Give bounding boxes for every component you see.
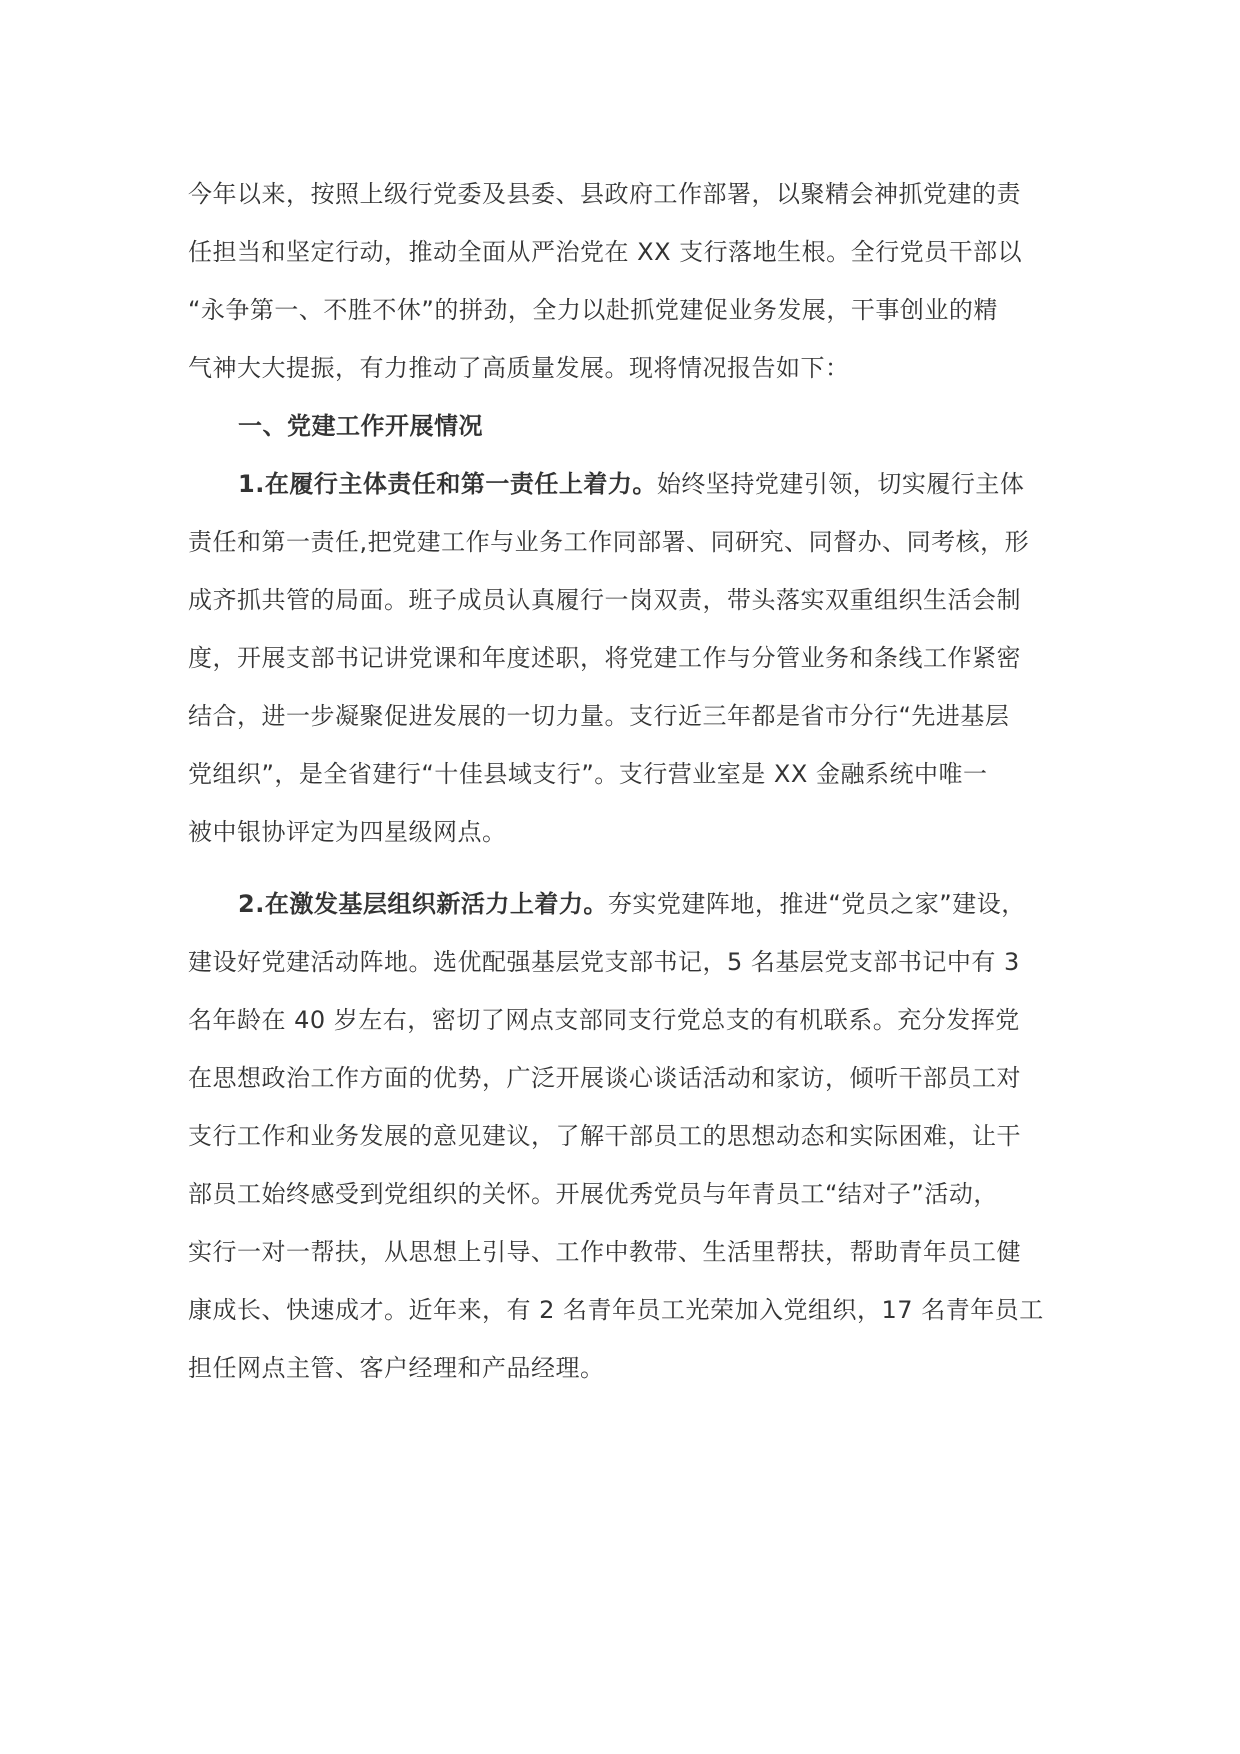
item2-title: 2.在激发基层组织新活力上着力。 [238, 890, 608, 918]
intro-line-2: 任担当和坚定行动，推动全面从严治党在 XX 支行落地生根。全行党员干部以 [188, 238, 1023, 266]
item2-line-6: 部员工始终感受到党组织的关怀。开展优秀党员与年青员工“结对子”活动， [188, 1180, 998, 1208]
item2-line-8: 康成长、快速成才。近年来，有 2 名青年员工光荣加入党组织，17 名青年员工 [188, 1296, 1044, 1324]
item2-line-7: 实行一对一帮扶，从思想上引导、工作中教带、生活里帮扶，帮助青年员工健 [188, 1238, 1021, 1266]
item1-first-line [238, 468, 1138, 500]
item2-first-line [238, 888, 1138, 920]
item1-line-7: 被中银协评定为四星级网点。 [188, 818, 507, 846]
intro-line-3: “永争第一、不胜不休”的拼劲，全力以赴抓党建促业务发展，干事创业的精 [188, 296, 998, 324]
item1-line-5: 结合，进一步凝聚促进发展的一切力量。支行近三年都是省市分行“先进基层 [188, 702, 1010, 730]
item1-first-line-text: 始终坚持党建引领，切实履行主体 [656, 470, 1025, 498]
item2-line-3: 名年龄在 40 岁左右，密切了网点支部同支行党总支的有机联系。充分发挥党 [188, 1006, 1020, 1034]
intro-line-1: 今年以来，按照上级行党委及县委、县政府工作部署，以聚精会神抓党建的责 [188, 180, 1021, 208]
item2-line-5: 支行工作和业务发展的意见建议，了解干部员工的思想动态和实际困难，让干 [188, 1122, 1021, 1150]
item1-line-6: 党组织”，是全省建行“十佳县域支行”。支行营业室是 XX 金融系统中唯一 [188, 760, 988, 788]
item2-first-line-text: 夯实党建阵地，推进“党员之家”建设， [607, 890, 1026, 918]
item1-line-3: 成齐抓共管的局面。班子成员认真履行一岗双责，带头落实双重组织生活会制 [188, 586, 1021, 614]
item1-line-2: 责任和第一责任,把党建工作与业务工作同部署、同研究、同督办、同考核，形 [188, 528, 1030, 556]
section-heading: 一、党建工作开展情况 [238, 412, 483, 440]
item1-title: 1.在履行主体责任和第一责任上着力。 [238, 470, 657, 498]
item2-line-4: 在思想政治工作方面的优势，广泛开展谈心谈话活动和家访，倾听干部员工对 [188, 1064, 1021, 1092]
item2-line-9: 担任网点主管、客户经理和产品经理。 [188, 1354, 605, 1382]
item1-line-4: 度，开展支部书记讲党课和年度述职，将党建工作与分管业务和条线工作紧密 [188, 644, 1021, 672]
intro-line-4: 气神大大提振，有力推动了高质量发展。现将情况报告如下： [188, 354, 850, 382]
item2-line-2: 建设好党建活动阵地。选优配强基层党支部书记，5 名基层党支部书记中有 3 [188, 948, 1020, 976]
